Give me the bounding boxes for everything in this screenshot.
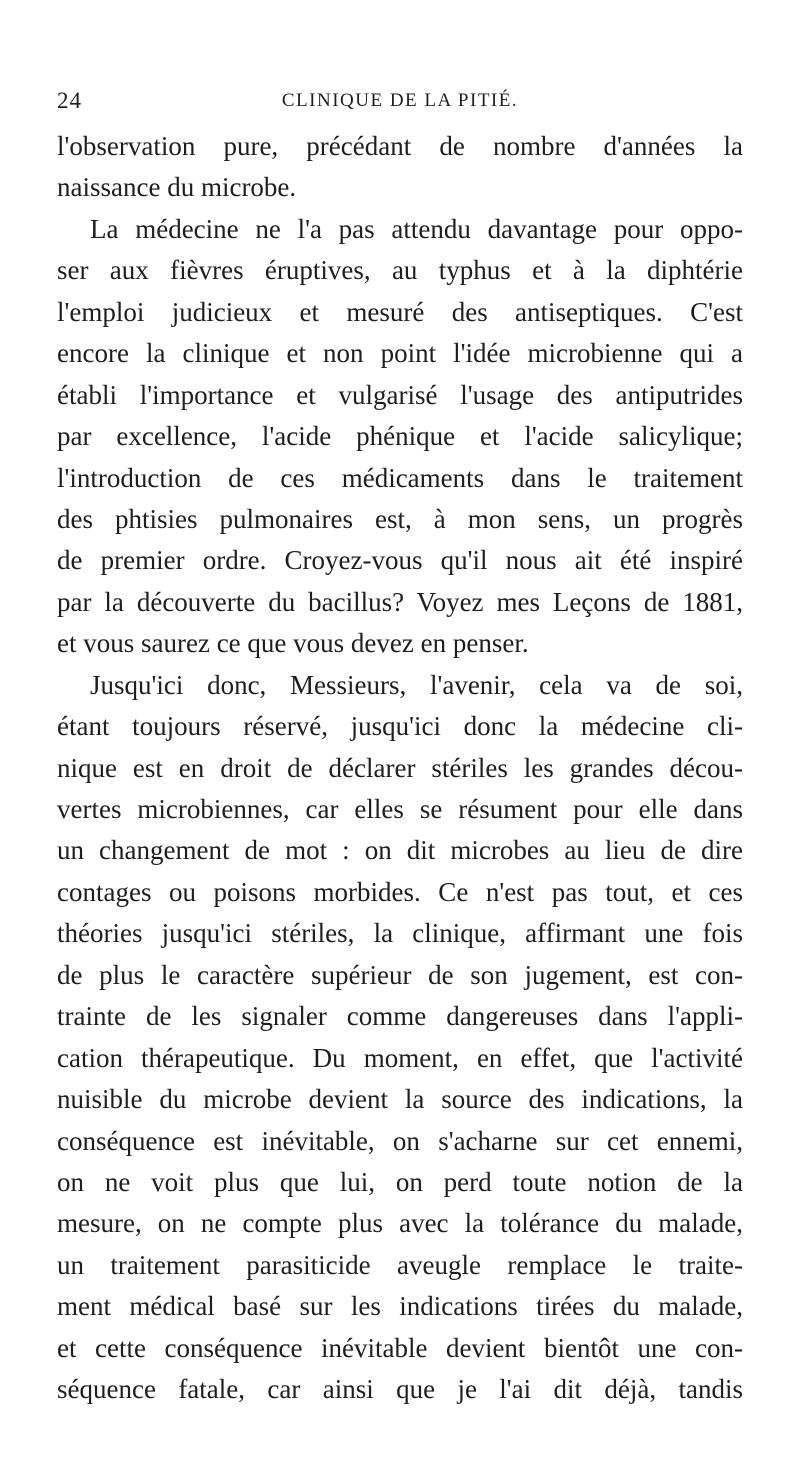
- text-line: vertes microbiennes, car elles se résument pour elle dans: [57, 794, 743, 824]
- running-title: CLINIQUE DE LA PITIÉ.: [281, 90, 519, 111]
- text-line: l'introduction de ces médicaments dans le traitement: [57, 462, 743, 493]
- page-header: [57, 88, 743, 118]
- text-line: des phtisies pulmonaires est, à mon sens, un progrès: [57, 503, 743, 534]
- text-line: cation thérapeutique. Du moment, en effet, que l'activité: [57, 1042, 743, 1073]
- page-number: 24: [57, 88, 82, 113]
- text-line: théories jusqu'ici stériles, la clinique, affirmant une fois: [57, 918, 743, 949]
- text-line: un changement de mot : on dit microbes au lieu de dire: [57, 835, 743, 866]
- text-line: Jusqu'ici donc, Messieurs, l'avenir, cela va de soi,: [90, 669, 743, 700]
- body-text: [57, 126, 743, 1411]
- text-line: de plus le caractère supérieur de son jugement, est con-: [57, 959, 743, 990]
- text-line: on ne voit plus que lui, on perd toute notion de la: [57, 1166, 743, 1197]
- text-line: de premier ordre. Croyez-vous qu'il nous ait été inspiré: [57, 545, 743, 576]
- text-line: nique est en droit de déclarer stériles les grandes décou-: [57, 752, 743, 783]
- text-line: encore la clinique et non point l'idée microbienne qui a: [57, 338, 743, 369]
- text-line: ser aux fièvres éruptives, au typhus et à la diphtérie: [57, 255, 743, 286]
- text-line: et cette conséquence inévitable devient bientôt une con-: [57, 1332, 743, 1363]
- text-line: et vous saurez ce que vous devez en penser.: [57, 628, 529, 659]
- text-line: naissance du microbe.: [57, 172, 297, 203]
- text-line: établi l'importance et vulgarisé l'usage des antiputrides: [57, 379, 743, 410]
- text-line: contages ou poisons morbides. Ce n'est pas tout, et ces: [57, 876, 743, 907]
- text-line: par la découverte du bacillus? Voyez mes Leçons de 1881,: [57, 586, 743, 617]
- text-line: par excellence, l'acide phénique et l'acide salicylique;: [57, 421, 743, 452]
- text-line: un traitement parasiticide aveugle remplace le traite-: [57, 1249, 743, 1280]
- text-line: séquence fatale, car ainsi que je l'ai dit déjà, tandis: [57, 1374, 743, 1405]
- text-line: conséquence est inévitable, on s'acharne sur cet ennemi,: [57, 1125, 743, 1156]
- text-line: La médecine ne l'a pas attendu davantage pour oppo-: [90, 213, 743, 244]
- text-line: ment médical basé sur les indications tirées du malade,: [57, 1291, 743, 1322]
- text-line: trainte de les signaler comme dangereuses dans l'appli-: [57, 1001, 743, 1032]
- text-line: mesure, on ne compte plus avec la tolérance du malade,: [57, 1208, 743, 1239]
- text-line: l'emploi judicieux et mesuré des antiseptiques. C'est: [57, 296, 743, 327]
- text-line: nuisible du microbe devient la source des indications, la: [57, 1084, 743, 1115]
- text-line: l'observation pure, précédant de nombre d'années la: [57, 131, 743, 161]
- text-line: étant toujours réservé, jusqu'ici donc la médecine cli-: [57, 711, 743, 742]
